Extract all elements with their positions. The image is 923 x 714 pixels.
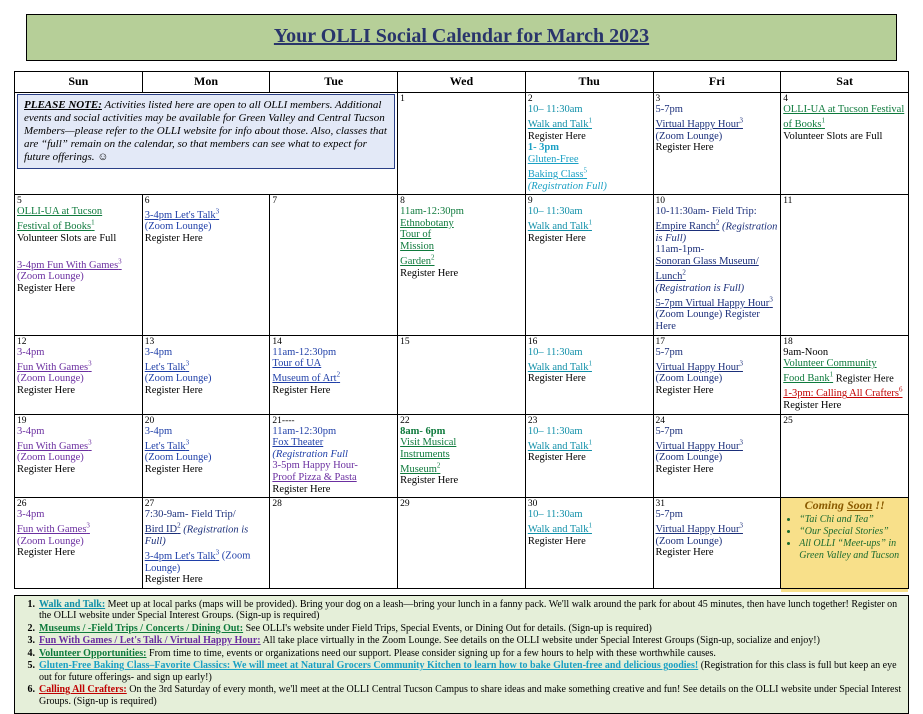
- event-text[interactable]: 5-7pm Virtual Happy Hour$^3$: [655, 295, 773, 309]
- day-events: [528, 206, 651, 244]
- day-events: [528, 347, 651, 385]
- event-text: Register Here: [144, 232, 203, 244]
- event-text: Register Here: [144, 384, 203, 396]
- calendar-day-cell: [270, 498, 398, 589]
- day-number: 24: [655, 415, 666, 426]
- event-text[interactable]: Mission: [400, 240, 434, 252]
- event-text[interactable]: Walk and Talk$^1$: [527, 438, 592, 452]
- day-events: [17, 347, 140, 397]
- event-text[interactable]: Fun With Games$^3$: [17, 438, 92, 452]
- event-text: 5-7pm: [655, 346, 683, 358]
- day-number: 15: [400, 336, 410, 347]
- calendar-day-cell: [15, 195, 143, 335]
- weekday-thu: Thu: [525, 72, 653, 93]
- day-number: 30: [527, 499, 538, 510]
- event-text[interactable]: Walk and Talk$^1$: [527, 359, 592, 373]
- event-text: (Zoom Lounge): [655, 535, 723, 547]
- day-number: 26: [17, 499, 27, 510]
- event-text: Register Here: [17, 463, 76, 475]
- footnote-label: Gluten-Free Baking Class–Favorite Classics: We will meet at Natural Grocers Community Kitchen to learn how to bake Gluten-free and delicious goodies!: [39, 660, 699, 672]
- footnote-text: [39, 648, 904, 660]
- event-text: (Zoom Lounge): [655, 373, 723, 385]
- calendar-day-cell: [15, 335, 143, 414]
- event-text[interactable]: Walk and Talk$^1$: [527, 521, 592, 536]
- please-note-cell: [15, 93, 398, 195]
- event-text: (Zoom Lounge): [655, 130, 723, 142]
- calendar-table: [14, 71, 909, 589]
- event-text[interactable]: Baking Class$^5$: [527, 166, 588, 180]
- day-events: [528, 104, 651, 192]
- footnote-item: [19, 599, 904, 622]
- day-number: 13: [144, 336, 155, 347]
- footnote-item: [19, 648, 904, 660]
- event-text: Register Here: [17, 547, 76, 559]
- event-text: 10– 11:30am: [527, 509, 583, 521]
- day-number: 6: [144, 196, 150, 207]
- event-text: (Zoom Lounge): [655, 452, 723, 464]
- event-text: 7:30-9am- Field Trip/: [144, 509, 236, 521]
- event-text[interactable]: Let's Talk$^3$: [144, 359, 190, 373]
- event-text: (Zoom Lounge): [144, 373, 212, 385]
- event-text: Register Here: [527, 373, 586, 385]
- day-events: [656, 104, 779, 154]
- event-text: 11am-1pm-: [655, 244, 705, 256]
- footnote-label: Volunteer Opportunities:: [39, 647, 147, 659]
- event-text: (Zoom Lounge): [17, 271, 84, 283]
- day-number: 8: [400, 196, 405, 207]
- please-note-box: [17, 94, 395, 169]
- event-text[interactable]: Food Bank$^1$: [783, 370, 834, 385]
- calendar-day-cell: [398, 414, 526, 498]
- event-text: (Zoom Lounge): [17, 452, 84, 464]
- event-text: Register Here: [527, 130, 586, 142]
- day-events: [656, 206, 779, 332]
- calendar-day-cell: [15, 498, 143, 589]
- event-text[interactable]: Empire Ranch$^2$: [655, 218, 720, 233]
- day-events: [400, 206, 523, 279]
- coming-soon-item: • “Our Special Stories”: [799, 526, 904, 538]
- day-events: [272, 347, 395, 397]
- event-text[interactable]: Let's Talk$^3$: [144, 438, 190, 452]
- event-text[interactable]: Garden$^2$: [400, 253, 435, 268]
- event-text: Register Here: [655, 384, 714, 396]
- event-text[interactable]: Museum of Art$^2$: [272, 370, 341, 385]
- day-events: [145, 509, 268, 586]
- footnote-label: Fun With Games / Let's Talk / Virtual Happy Hour:: [39, 635, 261, 647]
- footnote-body: Meet up at local parks (maps will be provided). Bring your dog on a leash—bring your lunch in a fanny pack. We'll walk around the park for about 45 minutes, then have lunch together! Register on the OLLI website under Special Interest Groups. (Sign-up is required): [39, 598, 898, 622]
- footnote-item: [19, 684, 904, 707]
- event-text: (Zoom Lounge) Register Here: [655, 309, 760, 332]
- day-number: 10: [655, 196, 666, 207]
- event-text: 3-5pm Happy Hour-: [272, 460, 358, 472]
- calendar-day-cell: [525, 335, 653, 414]
- calendar-week-row: [15, 414, 909, 498]
- calendar-day-cell: [781, 335, 909, 414]
- footnote-body: From time to time, events or organizations need our support. Please consider signing up for a few hours to help with these worthwhile causes.: [146, 647, 716, 659]
- event-text[interactable]: Fox Theater: [272, 437, 324, 449]
- event-text: (Zoom Lounge): [144, 452, 212, 464]
- event-text: (Registration Full): [527, 180, 607, 192]
- event-text: Register Here: [655, 547, 714, 559]
- day-number: 16: [527, 336, 538, 347]
- event-text-suffix: (Registration is Full): [144, 524, 249, 547]
- event-text: Register Here: [144, 463, 203, 475]
- event-text[interactable]: Fun with Games$^3$: [17, 521, 90, 536]
- event-text[interactable]: Festival of Books$^1$: [17, 218, 95, 233]
- footnote-item: [19, 660, 904, 683]
- event-text: Register Here: [400, 267, 459, 279]
- event-text: 5-7pm: [655, 104, 683, 115]
- event-text[interactable]: Gluten-Free: [527, 153, 579, 165]
- event-text[interactable]: Tour of: [400, 229, 432, 241]
- event-text: 5-7pm: [655, 509, 683, 521]
- day-number: 12: [17, 336, 27, 347]
- weekday-header-row: [15, 72, 909, 93]
- day-number: 11: [783, 196, 793, 207]
- calendar-week-row: [15, 195, 909, 335]
- footnote-item: [19, 623, 904, 635]
- event-text: (Zoom Lounge): [144, 221, 212, 233]
- event-text: 3-4pm: [144, 425, 173, 437]
- calendar-day-cell: [270, 195, 398, 335]
- please-note-label: PLEASE NOTE:: [24, 99, 102, 111]
- event-text: [17, 244, 20, 255]
- event-text: (Registration is Full): [655, 282, 745, 294]
- event-text: 11am-12:30pm: [272, 346, 337, 358]
- calendar-day-cell: [525, 414, 653, 498]
- day-number: 3: [655, 94, 661, 104]
- day-number: 23: [527, 415, 538, 426]
- event-text[interactable]: Virtual Happy Hour$^3$: [655, 438, 743, 452]
- event-text[interactable]: OLLI-UA at Tucson Festival: [783, 104, 905, 115]
- day-events: [528, 426, 651, 464]
- event-text: 10– 11:30am: [527, 425, 583, 437]
- coming-soon-box: [781, 498, 908, 592]
- day-events: [783, 104, 906, 142]
- event-text[interactable]: Sonoran Glass Museum/ Lunch$^2$: [655, 256, 759, 283]
- event-text: 8am- 6pm: [400, 425, 446, 437]
- calendar-day-cell: [398, 195, 526, 335]
- calendar-day-cell: [398, 93, 526, 195]
- event-text[interactable]: Virtual Happy Hour$^3$: [655, 359, 743, 373]
- event-text[interactable]: Visit Musical: [400, 437, 457, 449]
- footnote-text: [39, 599, 904, 622]
- page-title: Your OLLI Social Calendar for March 2023: [273, 25, 650, 47]
- footnote-label: Calling All Crafters:: [39, 684, 127, 696]
- event-text[interactable]: of Books$^1$: [783, 116, 825, 131]
- event-text: 3-4pm: [17, 346, 45, 358]
- event-text[interactable]: Walk and Talk$^1$: [527, 116, 592, 131]
- event-text: Register Here: [655, 463, 714, 475]
- event-text[interactable]: 1-3pm: Calling All Crafters$^6$: [783, 385, 903, 400]
- weekday-mon: Mon: [142, 72, 270, 93]
- calendar-day-cell: [15, 414, 143, 498]
- calendar-day-cell: [653, 93, 781, 195]
- day-events: [272, 426, 395, 496]
- event-text: 10– 11:30am: [527, 346, 583, 358]
- weekday-sun: Sun: [15, 72, 143, 93]
- day-number: 17: [655, 336, 666, 347]
- event-text-suffix: Register Here: [833, 373, 894, 385]
- event-text: 11am-12:30pm: [272, 425, 337, 437]
- day-events: [145, 426, 268, 476]
- calendar-week-row: [15, 498, 909, 589]
- event-text[interactable]: 3-4pm Let's Talk$^3$: [144, 207, 220, 221]
- coming-soon-item: • “Tai Chi and Tea”: [799, 514, 904, 526]
- calendar-day-cell: [781, 414, 909, 498]
- coming-soon-list: [799, 514, 904, 562]
- footnotes-panel: [14, 595, 909, 714]
- footnote-body: (Registration for this class is full but keep an eye out for future offerings- and sign up early!): [39, 660, 897, 683]
- event-text-suffix: (Zoom Lounge): [144, 550, 251, 574]
- calendar-day-cell: [653, 498, 781, 589]
- calendar-day-cell: [398, 498, 526, 589]
- day-number: 9: [527, 196, 533, 207]
- event-text[interactable]: Walk and Talk$^1$: [527, 218, 592, 233]
- footnote-body: All take place virtually in the Zoom Lounge. See details on the OLLI website under Special Interest Groups (Sign-up, socialize and enjoy!): [260, 635, 820, 647]
- footnote-number: 6.: [27, 684, 35, 696]
- weekday-sat: Sat: [781, 72, 909, 93]
- event-text: Register Here: [272, 483, 331, 495]
- event-text: Register Here: [655, 142, 714, 154]
- day-number: 28: [272, 499, 282, 510]
- footnote-label: Walk and Talk:: [39, 598, 106, 610]
- day-events: [656, 509, 779, 559]
- event-text: (Zoom Lounge): [17, 535, 84, 547]
- weekday-fri: Fri: [653, 72, 781, 93]
- calendar-day-cell: [653, 335, 781, 414]
- event-text: 5-7pm: [655, 425, 683, 437]
- footnote-text: [39, 684, 904, 707]
- footnote-body: On the 3rd Saturday of every month, we'll meet at the OLLI Central Tucson Campus to share ideas and make something creative and fun! See details on the OLLI website under Special Interest Groups. (Sign-up is required): [39, 684, 902, 707]
- event-text: (Zoom Lounge): [17, 373, 84, 385]
- calendar-day-cell: [270, 414, 398, 498]
- day-number: 25: [783, 415, 793, 426]
- event-text: Register Here: [400, 475, 459, 487]
- event-text[interactable]: Ethnobotany: [400, 217, 454, 229]
- calendar-day-cell: [142, 498, 270, 589]
- coming-soon-header: Coming Soon !!: [804, 498, 885, 513]
- day-events: [656, 347, 779, 397]
- event-text: 3-4pm: [17, 425, 45, 437]
- event-text: 3-4pm: [17, 509, 45, 521]
- calendar-day-cell: [142, 335, 270, 414]
- event-text: Register Here: [527, 535, 586, 547]
- day-number: 2: [527, 94, 533, 104]
- event-text: Register Here: [144, 574, 203, 586]
- event-text: Register Here: [783, 399, 842, 411]
- event-text: 1- 3pm: [527, 142, 560, 154]
- weekday-wed: Wed: [398, 72, 526, 93]
- event-text: Register Here: [527, 232, 586, 244]
- event-text[interactable]: Tour of UA: [272, 358, 322, 370]
- day-number: 19: [17, 415, 27, 426]
- day-number: 27: [144, 499, 155, 510]
- event-text: Register Here: [527, 452, 586, 464]
- event-text[interactable]: Virtual Happy Hour$^3$: [655, 116, 743, 131]
- day-events: [656, 426, 779, 476]
- event-text: Register Here: [17, 282, 76, 294]
- event-text[interactable]: 3-4pm Fun With Games$^3$: [17, 257, 122, 271]
- calendar-day-cell: [525, 93, 653, 195]
- event-text: 10-11:30am- Field Trip:: [655, 206, 757, 218]
- footnote-text: [39, 623, 904, 635]
- calendar-day-cell: [525, 195, 653, 335]
- calendar-body: [15, 93, 909, 589]
- event-text[interactable]: Volunteer Community: [783, 358, 877, 370]
- footnote-number: 5.: [27, 660, 35, 672]
- footnote-label: Museums / -Field Trips / Concerts / Dining Out:: [39, 622, 244, 634]
- footnote-number: 2.: [27, 622, 35, 634]
- event-text: 11am-12:30pm: [400, 206, 464, 218]
- please-note-text: Activities listed here are open to all OLLI members. Additional events and social activities may be available for Green Valley and Central Tucson Members—please refer to the OLLI website for info about those. Also, classes that are “full” remain on the calendar, so that members can see what to expect for future offerings. ☺: [24, 99, 387, 163]
- event-text: Register Here: [272, 384, 331, 396]
- event-text[interactable]: Virtual Happy Hour$^3$: [655, 521, 743, 536]
- calendar-day-cell: [653, 414, 781, 498]
- event-text: Volunteer Slots are Full: [17, 232, 117, 244]
- footnote-text: [39, 660, 904, 683]
- event-text: (Registration Full: [272, 448, 348, 460]
- weekday-tue: Tue: [270, 72, 398, 93]
- day-number: 5: [17, 196, 22, 207]
- day-events: [17, 426, 140, 476]
- day-events: [17, 509, 140, 559]
- day-events: [528, 509, 651, 547]
- calendar-day-cell: [270, 335, 398, 414]
- page-title-banner: [26, 14, 897, 61]
- event-text: 3-4pm: [144, 346, 173, 358]
- footnote-item: [19, 635, 904, 647]
- coming-soon-item: • All OLLI “Meet-ups” in Green Valley and Tucson: [799, 538, 904, 562]
- event-text: Register Here: [17, 384, 76, 396]
- day-number: 14: [272, 336, 282, 347]
- calendar-week-row: [15, 335, 909, 414]
- footnote-number: 3.: [27, 635, 35, 647]
- event-text[interactable]: Bird $ID^2$: [144, 521, 181, 536]
- day-events: [400, 426, 523, 487]
- event-text: 10– 11:30am: [527, 104, 583, 115]
- day-number: 21----: [272, 415, 295, 426]
- day-number: 18: [783, 336, 793, 347]
- day-events: [145, 347, 268, 397]
- day-events: [145, 206, 268, 244]
- calendar-day-cell: [653, 195, 781, 335]
- calendar-day-cell: [398, 335, 526, 414]
- calendar-day-cell: [781, 195, 909, 335]
- footnote-body: See OLLI's website under Field Trips, Special Events, or Dining Out for details. (Sign-up is required): [243, 622, 652, 634]
- day-number: 29: [400, 499, 410, 510]
- event-text[interactable]: Museum$^2$: [400, 461, 441, 475]
- calendar-week-row: [15, 93, 909, 195]
- event-text[interactable]: Instruments: [400, 448, 450, 460]
- day-number: 7: [272, 196, 278, 207]
- event-text: 9am-Noon: [783, 346, 829, 358]
- day-number: 31: [655, 499, 666, 510]
- event-text[interactable]: Fun With Games$^3$: [17, 359, 92, 373]
- calendar-day-cell: [142, 195, 270, 335]
- day-events: [17, 206, 140, 294]
- event-text[interactable]: Proof Pizza & Pasta: [272, 471, 357, 483]
- coming-soon-cell: [781, 498, 909, 589]
- event-text[interactable]: OLLI-UA at Tucson: [17, 206, 103, 218]
- footnote-number: 1.: [27, 598, 35, 610]
- event-text[interactable]: 3-4pm Let's Talk$^3$: [144, 548, 220, 562]
- calendar-day-cell: [781, 93, 909, 195]
- event-text: Volunteer Slots are Full: [783, 130, 883, 142]
- event-text: 10– 11:30am: [527, 206, 583, 218]
- day-number: 22: [400, 415, 410, 426]
- footnote-text: [39, 635, 904, 647]
- calendar-day-cell: [525, 498, 653, 589]
- day-number: 1: [400, 94, 405, 104]
- calendar-day-cell: [142, 414, 270, 498]
- event-text-suffix: (Registration is Full): [655, 221, 778, 244]
- footnote-number: 4.: [27, 647, 35, 659]
- day-events: [783, 347, 906, 412]
- day-number: 20: [144, 415, 155, 426]
- day-number: 4: [783, 94, 788, 104]
